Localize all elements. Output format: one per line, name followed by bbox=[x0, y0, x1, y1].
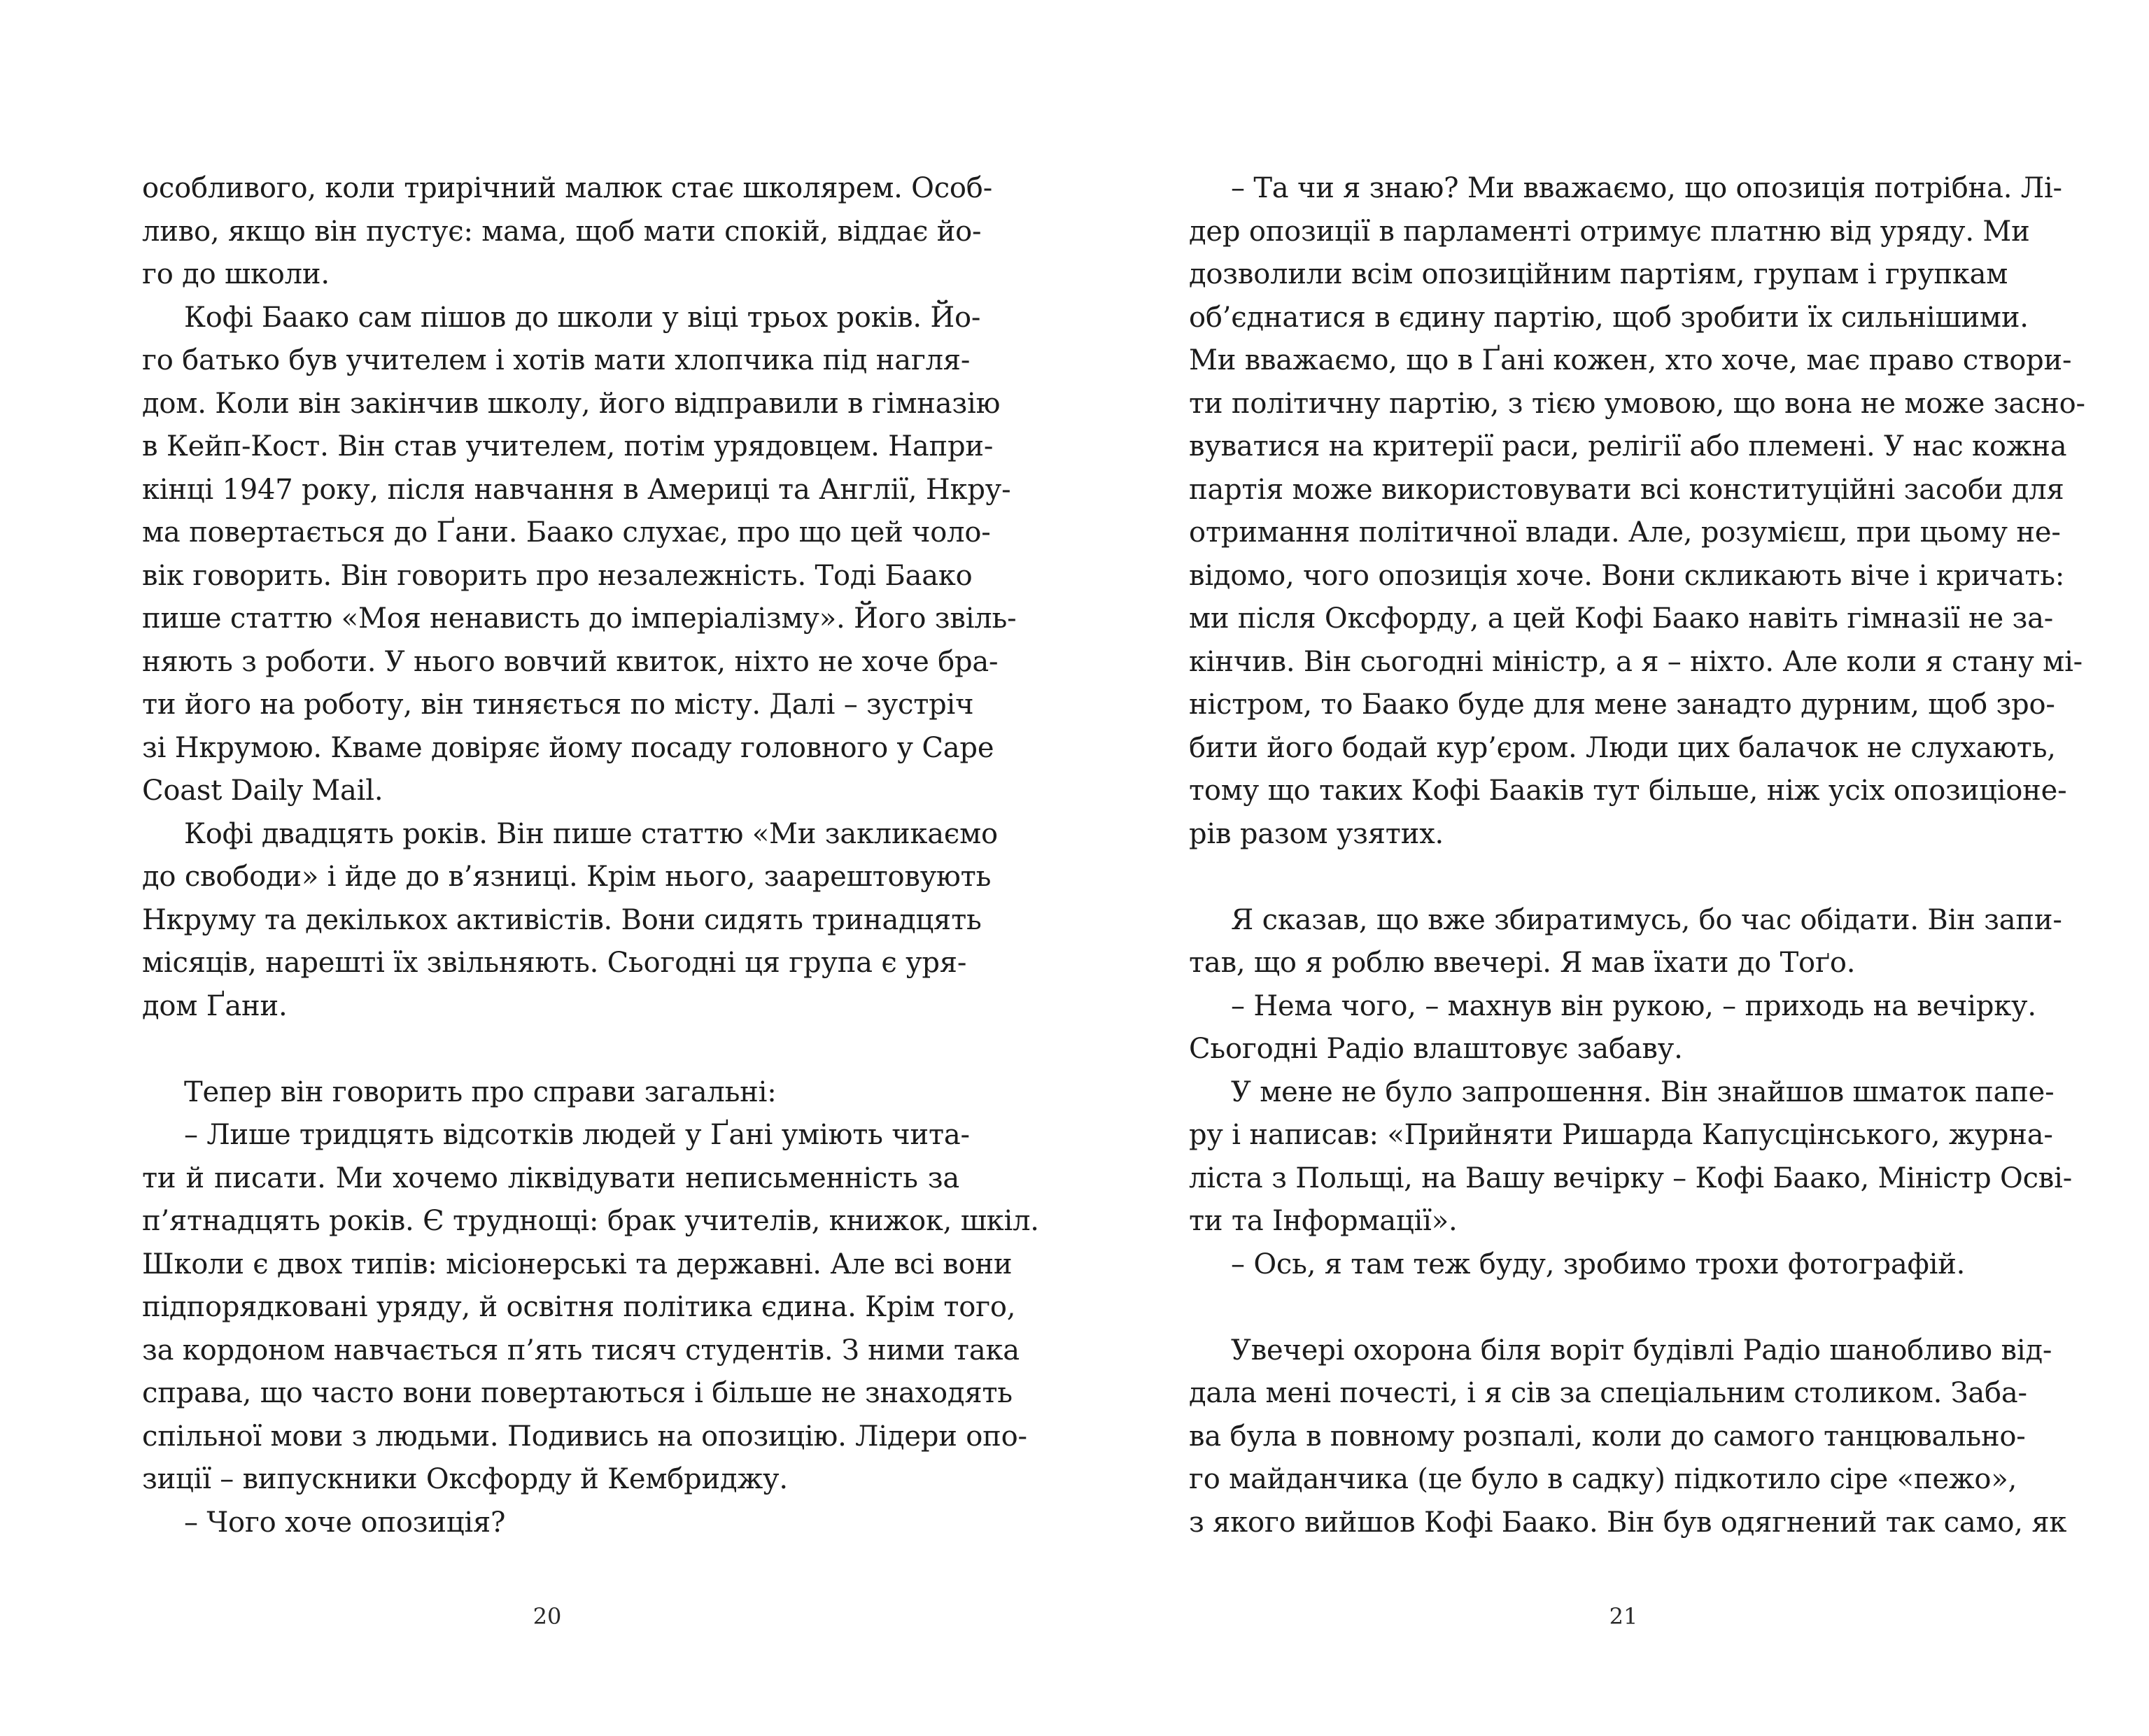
text-line: Увечері охорона біля воріт будівлі Радіо шанобливо від- bbox=[1231, 1334, 2052, 1367]
text-line: Нкруму та декількох активістів. Вони сидять тринадцять bbox=[142, 903, 982, 936]
paragraph-gap bbox=[1189, 856, 2006, 899]
text-line: кінчив. Він сьогодні міністр, а я – ніхто. Але коли я стану мі- bbox=[1189, 645, 2083, 678]
text-line: бити його бодай кур’єром. Люди цих балачок не слухають, bbox=[1189, 731, 2056, 764]
text-line: тав, що я роблю ввечері. Я мав їхати до Тоґо. bbox=[1189, 947, 1856, 979]
text-line: до свободи» і йде до в’язниці. Крім нього, заарештовують bbox=[142, 861, 992, 893]
text-line: відомо, чого опозиція хоче. Вони скликають віче і кричать: bbox=[1189, 559, 2065, 592]
text-line: Сьогодні Радіо влаштовує забаву. bbox=[1189, 1033, 1683, 1065]
right-page-text bbox=[1189, 167, 2085, 1544]
text-line: ма повертається до Ґани. Баако слухає, про що цей чоло- bbox=[142, 516, 991, 549]
text-line: за кордоном навчається п’ять тисяч студентів. З ними така bbox=[142, 1334, 1020, 1367]
text-line: в Кейп-Кост. Він став учителем, потім урядовцем. Напри- bbox=[142, 430, 994, 463]
text-line: особливого, коли трирічний малюк стає школярем. Особ- bbox=[142, 172, 993, 204]
text-line: Кофі Баако сам пішов до школи у віці трьох років. Йо- bbox=[184, 301, 981, 334]
text-line: отримання політичної влади. Але, розумієш, при цьому не- bbox=[1189, 516, 2061, 549]
text-line: ва була в повному розпалі, коли до самого танцювально- bbox=[1189, 1420, 2026, 1453]
text-line: дозволили всім опозиційним партіям, групам і групкам bbox=[1189, 258, 2008, 290]
text-line: Школи є двох типів: місіонерські та державні. Але всі вони bbox=[142, 1248, 1013, 1280]
text-line: ру і написав: «Прийняти Ришарда Капусцінського, журна- bbox=[1189, 1119, 2053, 1151]
text-line: об’єднатися в єдину партію, щоб зробити їх сильнішими. bbox=[1189, 301, 2029, 334]
text-line: тому що таких Кофі Бааків тут більше, ніж усіх опозиціоне- bbox=[1189, 775, 2067, 807]
text-line: рів разом узятих. bbox=[1189, 817, 1444, 850]
text-line: ністром, то Баако буде для мене занадто дурним, щоб зро- bbox=[1189, 689, 2055, 721]
text-line: дер опозиції в парламенті отримує платню від уряду. Ми bbox=[1189, 215, 2030, 248]
text-line: ливо, якщо він пустує: мама, щоб мати спокій, віддає йо- bbox=[142, 215, 982, 248]
text-line: місяців, нарешті їх звільняють. Сьогодні ця група є уря- bbox=[142, 947, 967, 979]
text-line: го до школи. bbox=[142, 258, 330, 290]
text-line: – Ось, я там теж буду, зробимо трохи фотографій. bbox=[1231, 1248, 1966, 1280]
text-line: ти й писати. Ми хочемо ліквідувати неписьменність за bbox=[142, 1162, 959, 1194]
text-line: – Чого хоче опозиція? bbox=[184, 1506, 506, 1539]
text-line: ти політичну партію, з тією умовою, що вона не може засно- bbox=[1189, 387, 2085, 420]
text-line: Я сказав, що вже збиратимусь, бо час обідати. Він запи- bbox=[1231, 903, 2062, 936]
text-line: У мене не було запрошення. Він знайшов шматок папе- bbox=[1231, 1075, 2055, 1108]
text-line: Coast Daily Mail. bbox=[142, 775, 383, 807]
text-line: Кофі двадцять років. Він пише статтю «Ми закликаємо bbox=[184, 817, 998, 850]
paragraph-gap bbox=[142, 1028, 959, 1071]
text-line: Тепер він говорить про справи загальні: bbox=[184, 1075, 777, 1108]
text-line: п’ятнадцять років. Є труднощі: брак учителів, книжок, шкіл. bbox=[142, 1205, 1039, 1237]
text-line: дом Ґани. bbox=[142, 989, 288, 1022]
text-line: ми після Оксфорду, а цей Кофі Баако навіть гімназії не за- bbox=[1189, 602, 2054, 635]
paragraph-gap bbox=[1189, 1286, 2006, 1329]
text-line: пише статтю «Моя ненависть до імперіалізму». Його звіль- bbox=[142, 602, 1017, 635]
text-line: Ми вважаємо, що в Ґані кожен, хто хоче, має право створи- bbox=[1189, 344, 2072, 376]
text-line: вік говорить. Він говорить про незалежність. Тоді Баако bbox=[142, 559, 973, 592]
text-line: – Нема чого, – махнув він рукою, – приходь на вечірку. bbox=[1231, 989, 2036, 1022]
text-line: підпорядковані уряду, й освітня політика єдина. Крім того, bbox=[142, 1291, 1016, 1323]
text-line: кінці 1947 року, після навчання в Америці та Англії, Нкру- bbox=[142, 473, 1011, 506]
text-line: вуватися на критерії раси, релігії або племені. У нас кожна bbox=[1189, 430, 2067, 463]
text-line: ти та Інформації». bbox=[1189, 1205, 1458, 1237]
text-line: з якого вийшов Кофі Баако. Він був одягнений так само, як bbox=[1189, 1506, 2067, 1539]
text-line: – Лише тридцять відсотків людей у Ґані уміють чита- bbox=[184, 1119, 970, 1151]
text-line: зиції – випускники Оксфорду й Кембриджу. bbox=[142, 1463, 788, 1495]
text-line: справа, що часто вони повертаються і більше не знаходять bbox=[142, 1377, 1013, 1409]
text-line: дала мені почесті, і я сів за спеціальним столиком. Заба- bbox=[1189, 1377, 2027, 1409]
text-line: партія може використовувати всі конституційні засоби для bbox=[1189, 473, 2064, 506]
text-line: дом. Коли він закінчив школу, його відправили в гімназію bbox=[142, 387, 1001, 420]
right-page-number: 21 bbox=[1609, 1603, 1638, 1630]
text-line: ліста з Польщі, на Вашу вечірку – Кофі Баако, Міністр Осві- bbox=[1189, 1162, 2073, 1194]
text-line: зі Нкрумою. Кваме довіряє йому посаду головного у Cape bbox=[142, 731, 994, 764]
left-page-number: 20 bbox=[533, 1603, 562, 1630]
text-line: го батько був учителем і хотів мати хлопчика під нагля- bbox=[142, 344, 971, 376]
text-line: ти його на роботу, він тиняється по місту. Далі – зустріч bbox=[142, 689, 974, 721]
text-line: няють з роботи. У нього вовчий квиток, ніхто не хоче бра- bbox=[142, 645, 999, 678]
text-line: – Та чи я знаю? Ми вважаємо, що опозиція потрібна. Лі- bbox=[1231, 172, 2062, 204]
text-line: спільної мови з людьми. Подивись на опозицію. Лідери опо- bbox=[142, 1420, 1027, 1453]
left-page-text bbox=[142, 167, 1039, 1544]
text-line: го майданчика (це було в садку) підкотило сіре «пежо», bbox=[1189, 1463, 2017, 1495]
